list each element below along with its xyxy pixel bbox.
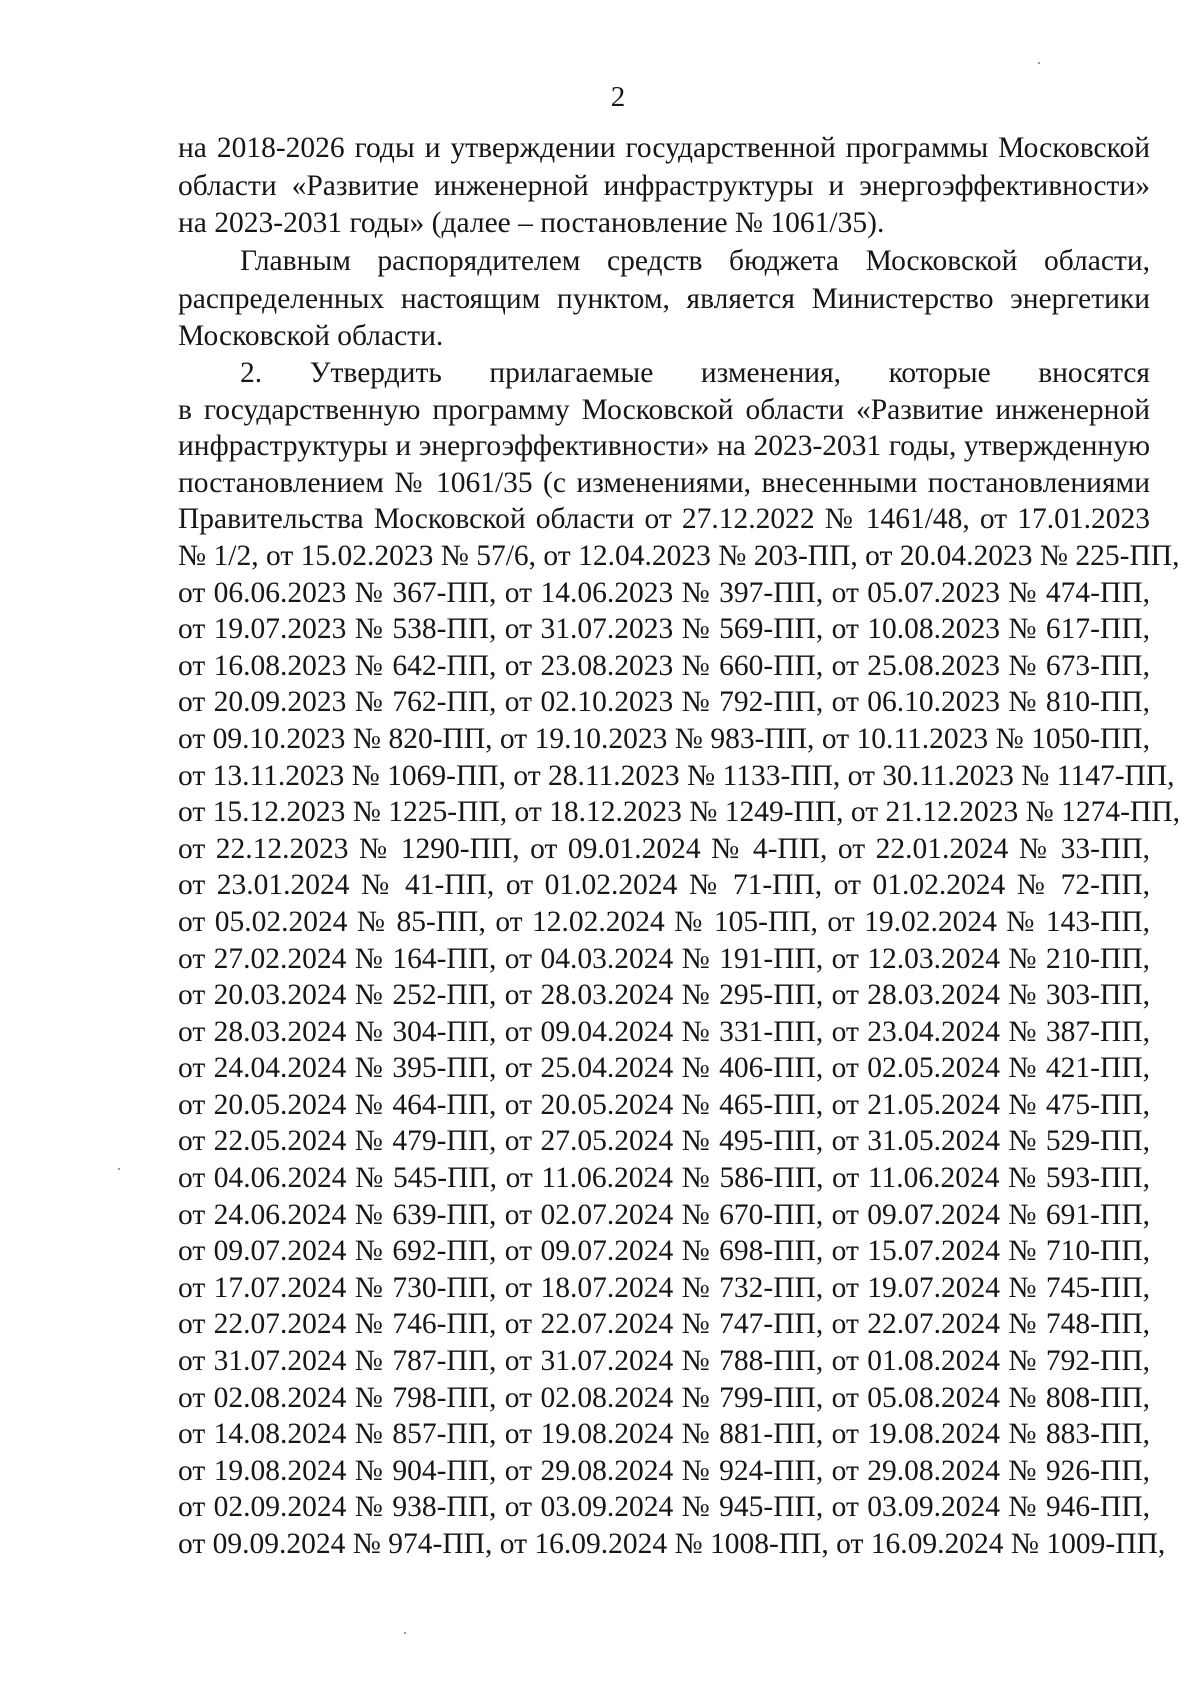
scan-speck bbox=[118, 1168, 120, 1170]
text-line: от 24.04.2024 № 395-ПП, от 25.04.2024 № 406-ПП, от 02.05.2024 № 421-ПП, bbox=[178, 1052, 1150, 1085]
text-line: от 09.10.2023 № 820-ПП, от 19.10.2023 № 983-ПП, от 10.11.2023 № 1050-ПП, bbox=[178, 722, 1150, 755]
text-line: № 1/2, от 15.02.2023 № 57/6, от 12.04.2023 № 203-ПП, от 20.04.2023 № 225-ПП, bbox=[178, 539, 1180, 572]
text-line: от 15.12.2023 № 1225-ПП, от 18.12.2023 № 1249-ПП, от 21.12.2023 № 1274-ПП, bbox=[178, 796, 1180, 829]
text-line: на 2018-2026 годы и утверждении государственной программы Московской bbox=[178, 132, 1150, 164]
text-line: от 20.05.2024 № 464-ПП, от 20.05.2024 № 465-ПП, от 21.05.2024 № 475-ПП, bbox=[178, 1088, 1150, 1121]
text-line: Правительства Московской области от 27.12.2022 № 1461/48, от 17.01.2023 bbox=[178, 503, 1150, 536]
text-line: от 19.08.2024 № 904-ПП, от 29.08.2024 № 924-ПП, от 29.08.2024 № 926-ПП, bbox=[178, 1454, 1150, 1487]
text-line: от 16.08.2023 № 642-ПП, от 23.08.2023 № 660-ПП, от 25.08.2023 № 673-ПП, bbox=[178, 649, 1150, 682]
text-line: от 17.07.2024 № 730-ПП, от 18.07.2024 № 732-ПП, от 19.07.2024 № 745-ПП, bbox=[178, 1271, 1150, 1304]
paragraph-approve-changes bbox=[178, 355, 1180, 1563]
text-line: от 22.05.2024 № 479-ПП, от 27.05.2024 № 495-ПП, от 31.05.2024 № 529-ПП, bbox=[178, 1125, 1150, 1158]
text-line: от 06.06.2023 № 367-ПП, от 14.06.2023 № 397-ПП, от 05.07.2023 № 474-ПП, bbox=[178, 576, 1150, 609]
text-line: от 22.12.2023 № 1290-ПП, от 09.01.2024 № 4-ПП, от 22.01.2024 № 33-ПП, bbox=[178, 832, 1150, 865]
text-line: от 09.09.2024 № 974-ПП, от 16.09.2024 № 1008-ПП, от 16.09.2024 № 1009-ПП, bbox=[178, 1528, 1166, 1560]
text-line: Московской области. bbox=[178, 320, 444, 352]
text-line: от 27.02.2024 № 164-ПП, от 04.03.2024 № 191-ПП, от 12.03.2024 № 210-ПП, bbox=[178, 942, 1150, 975]
scan-speck bbox=[1038, 62, 1040, 64]
page-number: 2 bbox=[610, 81, 626, 113]
text-line: от 02.09.2024 № 938-ПП, от 03.09.2024 № 945-ПП, от 03.09.2024 № 946-ПП, bbox=[178, 1491, 1150, 1524]
text-line: от 31.07.2024 № 787-ПП, от 31.07.2024 № 788-ПП, от 01.08.2024 № 792-ПП, bbox=[178, 1345, 1150, 1378]
text-line: постановлением № 1061/35 (с изменениями, внесенными постановлениями bbox=[178, 466, 1150, 499]
scan-speck bbox=[404, 1632, 406, 1634]
text-line: от 09.07.2024 № 692-ПП, от 09.07.2024 № 698-ПП, от 15.07.2024 № 710-ПП, bbox=[178, 1235, 1150, 1268]
text-line: от 23.01.2024 № 41-ПП, от 01.02.2024 № 71-ПП, от 01.02.2024 № 72-ПП, bbox=[178, 869, 1150, 902]
text-line: распределенных настоящим пунктом, является Министерство энергетики bbox=[178, 282, 1150, 315]
text-line: от 14.08.2024 № 857-ПП, от 19.08.2024 № 881-ПП, от 19.08.2024 № 883-ПП, bbox=[178, 1418, 1150, 1451]
text-line: Главным распорядителем средств бюджета Московской области, bbox=[240, 245, 1150, 277]
text-line: от 28.03.2024 № 304-ПП, от 09.04.2024 № 331-ПП, от 23.04.2024 № 387-ПП, bbox=[178, 1015, 1150, 1048]
text-line: области «Развитие инженерной инфраструктуры и энергоэффективности» bbox=[178, 169, 1150, 202]
text-line: от 24.06.2024 № 639-ПП, от 02.07.2024 № 670-ПП, от 09.07.2024 № 691-ПП, bbox=[178, 1198, 1150, 1231]
text-line: инфраструктуры и энергоэффективности» на 2023-2031 годы, утвержденную bbox=[178, 430, 1150, 463]
text-line: от 20.03.2024 № 252-ПП, от 28.03.2024 № 295-ПП, от 28.03.2024 № 303-ПП, bbox=[178, 979, 1150, 1012]
text-line: от 22.07.2024 № 746-ПП, от 22.07.2024 № 747-ПП, от 22.07.2024 № 748-ПП, bbox=[178, 1308, 1150, 1341]
text-line: от 13.11.2023 № 1069-ПП, от 28.11.2023 № 1133-ПП, от 30.11.2023 № 1147-ПП, bbox=[178, 759, 1175, 792]
text-line: 2. Утвердить прилагаемые изменения, которые вносятся bbox=[240, 357, 1150, 389]
text-line: от 02.08.2024 № 798-ПП, от 02.08.2024 № 799-ПП, от 05.08.2024 № 808-ПП, bbox=[178, 1381, 1150, 1414]
text-line: от 05.02.2024 № 85-ПП, от 12.02.2024 № 105-ПП, от 19.02.2024 № 143-ПП, bbox=[178, 905, 1150, 938]
text-line: в государственную программу Московской области «Развитие инженерной bbox=[178, 393, 1150, 426]
text-line: на 2023-2031 годы» (далее – постановление № 1061/35). bbox=[178, 207, 885, 239]
text-line: от 19.07.2023 № 538-ПП, от 31.07.2023 № 569-ПП, от 10.08.2023 № 617-ПП, bbox=[178, 613, 1150, 646]
paragraph-main-administrator bbox=[178, 243, 1150, 356]
text-line: от 04.06.2024 № 545-ПП, от 11.06.2024 № 586-ПП, от 11.06.2024 № 593-ПП, bbox=[178, 1162, 1150, 1195]
text-line: от 20.09.2023 № 762-ПП, от 02.10.2023 № 792-ПП, от 06.10.2023 № 810-ПП, bbox=[178, 686, 1150, 719]
paragraph-decree-reference bbox=[178, 130, 1150, 243]
